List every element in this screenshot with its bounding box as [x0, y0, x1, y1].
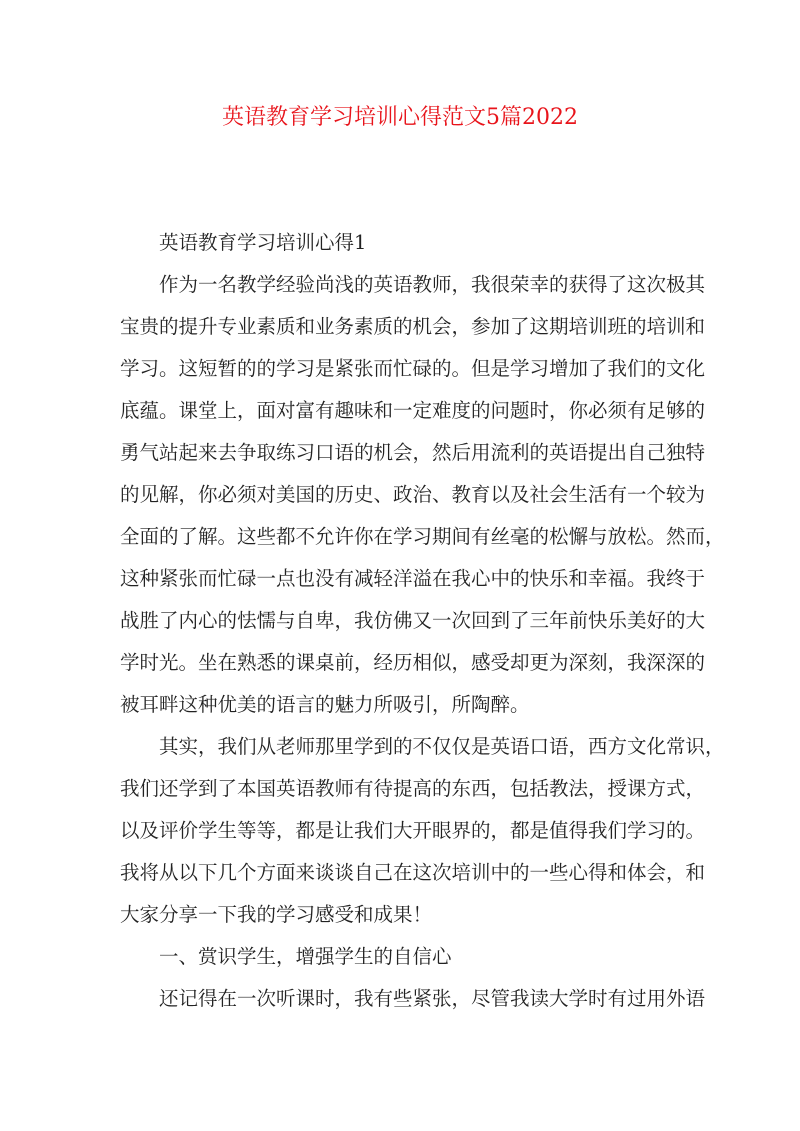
paragraph-line: 全面的了解。这些都不允许你在学习期间有丝毫的松懈与放松。然而，	[120, 525, 725, 548]
paragraphs	[120, 264, 725, 1020]
paragraph-line: 学时光。坐在熟悉的课桌前，经历相似，感受却更为深刻，我深深的	[120, 651, 706, 674]
paragraph	[120, 978, 706, 1020]
paragraph	[120, 264, 725, 726]
paragraph-line: 作为一名教学经验尚浅的英语教师，我很荣幸的获得了这次极其	[159, 273, 706, 296]
section-heading: 英语教育学习培训心得1	[159, 231, 367, 254]
paragraph-line: 战胜了内心的怯懦与自卑，我仿佛又一次回到了三年前快乐美好的大	[120, 609, 706, 632]
document-body	[120, 222, 725, 1020]
paragraph-line: 学习。这短暂的的学习是紧张而忙碌的。但是学习增加了我们的文化	[120, 357, 706, 380]
paragraph-line: 还记得在一次听课时，我有些紧张，尽管我读大学时有过用外语	[159, 987, 706, 1010]
paragraph-line: 以及评价学生等等，都是让我们大开眼界的，都是值得我们学习的。	[120, 819, 706, 842]
paragraph-line: 大家分享一下我的学习感受和成果！	[120, 903, 433, 926]
paragraph-line: 底蕴。课堂上，面对富有趣味和一定难度的问题时，你必须有足够的	[120, 399, 706, 422]
paragraph-line: 我们还学到了本国英语教师有待提高的东西，包括教法，授课方式，	[120, 777, 706, 800]
paragraph	[120, 726, 725, 936]
paragraph-line: 被耳畔这种优美的语言的魅力所吸引，所陶醉。	[120, 693, 530, 716]
paragraph-line: 勇气站起来去争取练习口语的机会，然后用流利的英语提出自己独特	[120, 441, 706, 464]
document-title: 英语教育学习培训心得范文5篇2022	[222, 105, 578, 130]
paragraph-line: 一、赏识学生，增强学生的自信心	[159, 945, 452, 968]
paragraph-line: 这种紧张而忙碌一点也没有减轻洋溢在我心中的快乐和幸福。我终于	[120, 567, 706, 590]
paragraph-line: 的见解，你必须对美国的历史、政治、教育以及社会生活有一个较为	[120, 483, 706, 506]
paragraph	[120, 936, 682, 978]
paragraph-line: 宝贵的提升专业素质和业务素质的机会，参加了这期培训班的培训和	[120, 315, 706, 338]
paragraph-line: 我将从以下几个方面来谈谈自己在这次培训中的一些心得和体会，和	[120, 861, 706, 884]
paragraph-line: 其实，我们从老师那里学到的不仅仅是英语口语，西方文化常识，	[159, 735, 725, 758]
